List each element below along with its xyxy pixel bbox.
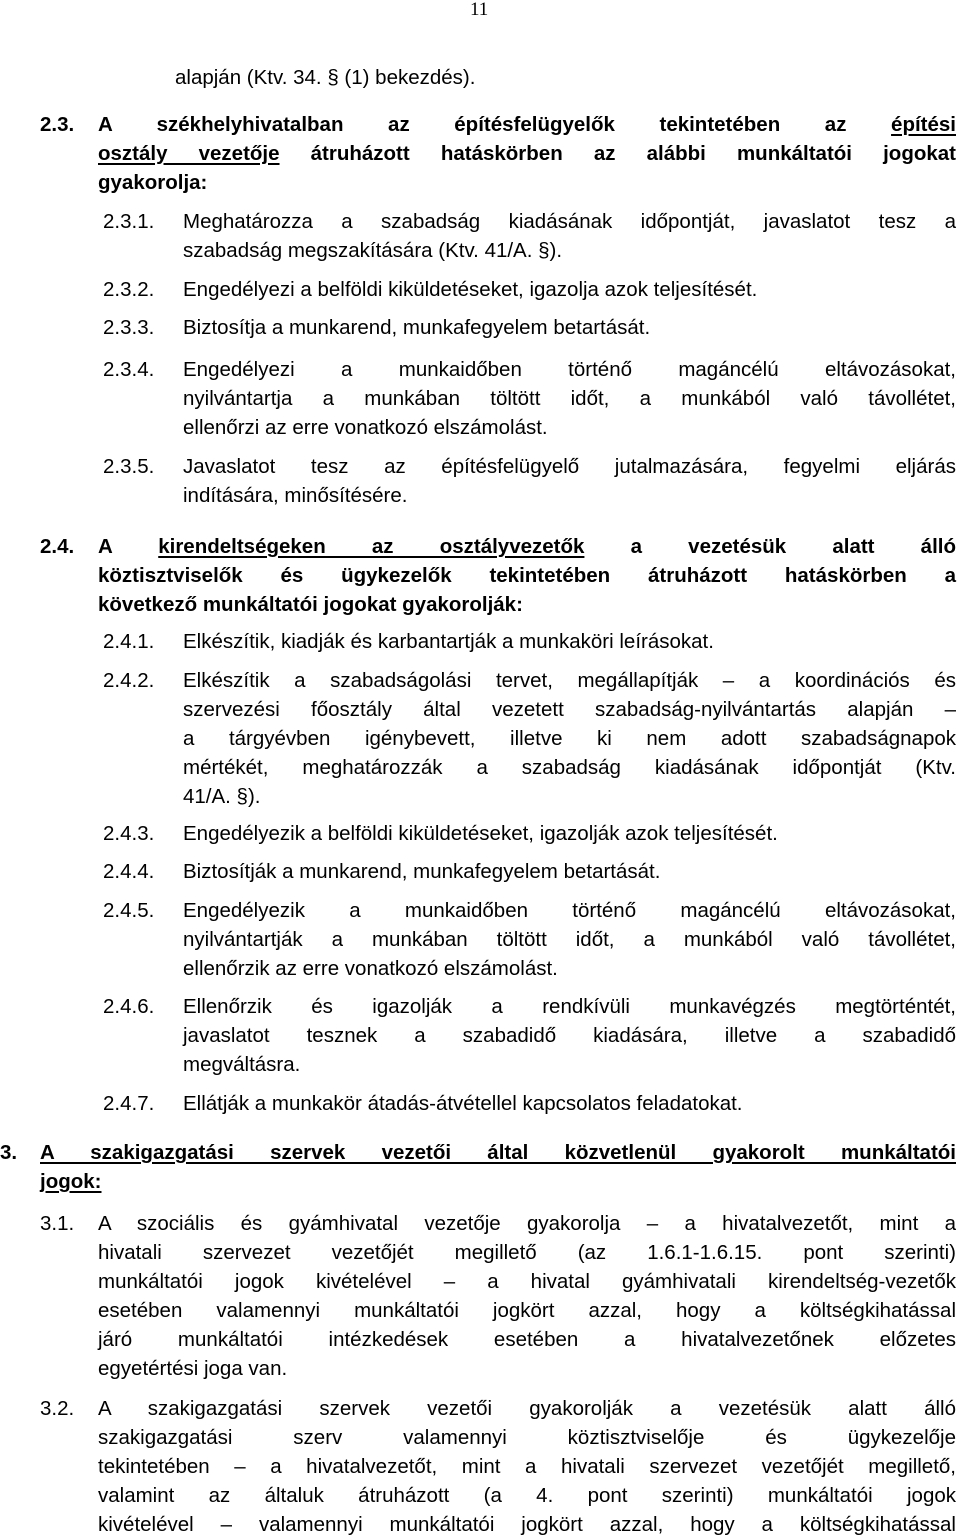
item-2-4-1-number: 2.4.1. bbox=[103, 630, 155, 653]
item-2-3-5-line: indítására, minősítésére. bbox=[183, 484, 408, 507]
item-2-4-6-number: 2.4.6. bbox=[103, 995, 155, 1018]
item-2-4-3-line: Engedélyezik a belföldi kiküldetéseket, igazolják azok teljesítését. bbox=[183, 822, 778, 845]
item-3-2-line: kivételével – valamennyi munkáltatói jogkört azzal, hogy a költségkihatással bbox=[98, 1513, 956, 1536]
item-2-4-7-line: Ellátják a munkakör átadás-átvétellel kapcsolatos feladatokat. bbox=[183, 1092, 743, 1115]
item-2-4-4-number: 2.4.4. bbox=[103, 860, 155, 883]
item-2-3-3-number: 2.3.3. bbox=[103, 316, 155, 339]
item-2-4-4-line: Biztosítják a munkarend, munkafegyelem betartását. bbox=[183, 860, 661, 883]
item-2-3-4-number: 2.3.4. bbox=[103, 358, 155, 381]
item-2-3-4-line: nyilvántartja a munkában töltött időt, a munkából való távollétet, bbox=[183, 387, 956, 410]
item-2-4-5-number: 2.4.5. bbox=[103, 899, 155, 922]
section-2-4-number: 2.4. bbox=[40, 535, 75, 558]
item-3-1-line: A szociális és gyámhivatal vezetője gyakorolja – a hivatalvezetőt, mint a bbox=[98, 1212, 956, 1235]
item-3-1-line: esetében valamennyi munkáltatói jogkört azzal, hogy a költségkihatással bbox=[98, 1299, 956, 1322]
item-2-3-2-line: Engedélyezi a belföldi kiküldetéseket, igazolja azok teljesítését. bbox=[183, 278, 758, 301]
item-2-4-2-line: Elkészítik a szabadságolási tervet, megállapítják – a koordinációs és bbox=[183, 669, 956, 692]
item-3-1-line: egyetértési joga van. bbox=[98, 1357, 288, 1380]
item-2-3-4-line: Engedélyezi a munkaidőben történő magáncélú eltávozásokat, bbox=[183, 358, 956, 381]
item-2-4-1-line: Elkészítik, kiadják és karbantartják a munkaköri leírásokat. bbox=[183, 630, 714, 653]
item-2-3-1-number: 2.3.1. bbox=[103, 210, 155, 233]
item-3-2-line: tekintetében – a hivatalvezetőt, mint a hivatali szervezet vezetőjét megillető, bbox=[98, 1455, 956, 1478]
item-3-2-line: szakigazgatási szerv valamennyi köztisztviselője és ügykezelője bbox=[98, 1426, 956, 1449]
intro-tail-line: alapján (Ktv. 34. § (1) bekezdés). bbox=[175, 66, 476, 89]
item-3-2-line: A szakigazgatási szervek vezetői gyakorolják a vezetésük alatt álló bbox=[98, 1397, 956, 1420]
item-2-3-4-line: ellenőrzi az erre vonatkozó elszámolást. bbox=[183, 416, 548, 439]
item-3-1-line: hivatali szervezet vezetőjét megillető (az 1.6.1-1.6.15. pont szerinti) bbox=[98, 1241, 956, 1264]
item-2-3-2-number: 2.3.2. bbox=[103, 278, 155, 301]
item-3-1-line: járó munkáltatói intézkedések esetében a hivatalvezetőnek előzetes bbox=[98, 1328, 956, 1351]
item-2-3-5-number: 2.3.5. bbox=[103, 455, 155, 478]
item-2-4-2-line: a tárgyévben igénybevett, illetve ki nem adott szabadságnapok bbox=[183, 727, 956, 750]
item-2-4-5-line: ellenőrzik az erre vonatkozó elszámolást. bbox=[183, 957, 558, 980]
item-3-1-number: 3.1. bbox=[40, 1212, 75, 1235]
item-2-4-2-number: 2.4.2. bbox=[103, 669, 155, 692]
section-3-number: 3. bbox=[0, 1141, 18, 1164]
item-3-2-number: 3.2. bbox=[40, 1397, 75, 1420]
section-2-4-heading-line-3: következő munkáltatói jogokat gyakorolják: bbox=[98, 593, 523, 616]
section-2-4-heading-line-1: A kirendeltségeken az osztályvezetők a vezetésük alatt álló bbox=[98, 535, 956, 558]
item-3-2-line: valamint az általuk átruházott (a 4. pont szerinti) munkáltatói jogok bbox=[98, 1484, 956, 1507]
item-2-4-2-line: mértékét, meghatározzák a szabadság kiadásának időpontját (Ktv. bbox=[183, 756, 956, 779]
item-2-4-6-line: megváltásra. bbox=[183, 1053, 301, 1076]
item-2-3-1-line: Meghatározza a szabadság kiadásának időpontját, javaslatot tesz a bbox=[183, 210, 956, 233]
section-2-3-heading-line-2: osztály vezetője átruházott hatáskörben az alábbi munkáltatói jogokat bbox=[98, 142, 956, 165]
item-2-4-5-line: nyilvántartják a munkában töltött időt, a munkából való távollétet, bbox=[183, 928, 956, 951]
item-3-1-line: munkáltatói jogok kivételével – a hivatal gyámhivatali kirendeltség-vezetők bbox=[98, 1270, 956, 1293]
item-2-4-2-line: 41/A. §). bbox=[183, 785, 261, 808]
item-2-4-2-line: szervezési főosztály által vezetett szabadság-nyilvántartás alapján – bbox=[183, 698, 956, 721]
item-2-3-5-line: Javaslatot tesz az építésfelügyelő jutalmazására, fegyelmi eljárás bbox=[183, 455, 956, 478]
item-2-4-7-number: 2.4.7. bbox=[103, 1092, 155, 1115]
section-2-3-heading-line-3: gyakorolja: bbox=[98, 171, 208, 194]
section-2-4-heading-line-2: köztisztviselők és ügykezelők tekintetében átruházott hatáskörben a bbox=[98, 564, 956, 587]
section-2-3-number: 2.3. bbox=[40, 113, 75, 136]
item-2-4-5-line: Engedélyezik a munkaidőben történő magáncélú eltávozásokat, bbox=[183, 899, 956, 922]
section-3-heading-line-1: A szakigazgatási szervek vezetői által közvetlenül gyakorolt munkáltatói bbox=[40, 1141, 956, 1164]
page-number: 11 bbox=[470, 0, 489, 20]
item-2-4-6-line: Ellenőrzik és igazolják a rendkívüli munkavégzés megtörténtét, bbox=[183, 995, 956, 1018]
item-2-3-1-line: szabadság megszakítására (Ktv. 41/A. §). bbox=[183, 239, 563, 262]
item-2-4-6-line: javaslatot tesznek a szabadidő kiadására, illetve a szabadidő bbox=[183, 1024, 956, 1047]
item-2-3-3-line: Biztosítja a munkarend, munkafegyelem betartását. bbox=[183, 316, 651, 339]
section-2-3-heading-line-1: A székhelyhivatalban az építésfelügyelők tekintetében az építési bbox=[98, 113, 956, 136]
item-2-4-3-number: 2.4.3. bbox=[103, 822, 155, 845]
section-3-heading-line-2: jogok: bbox=[40, 1170, 102, 1193]
